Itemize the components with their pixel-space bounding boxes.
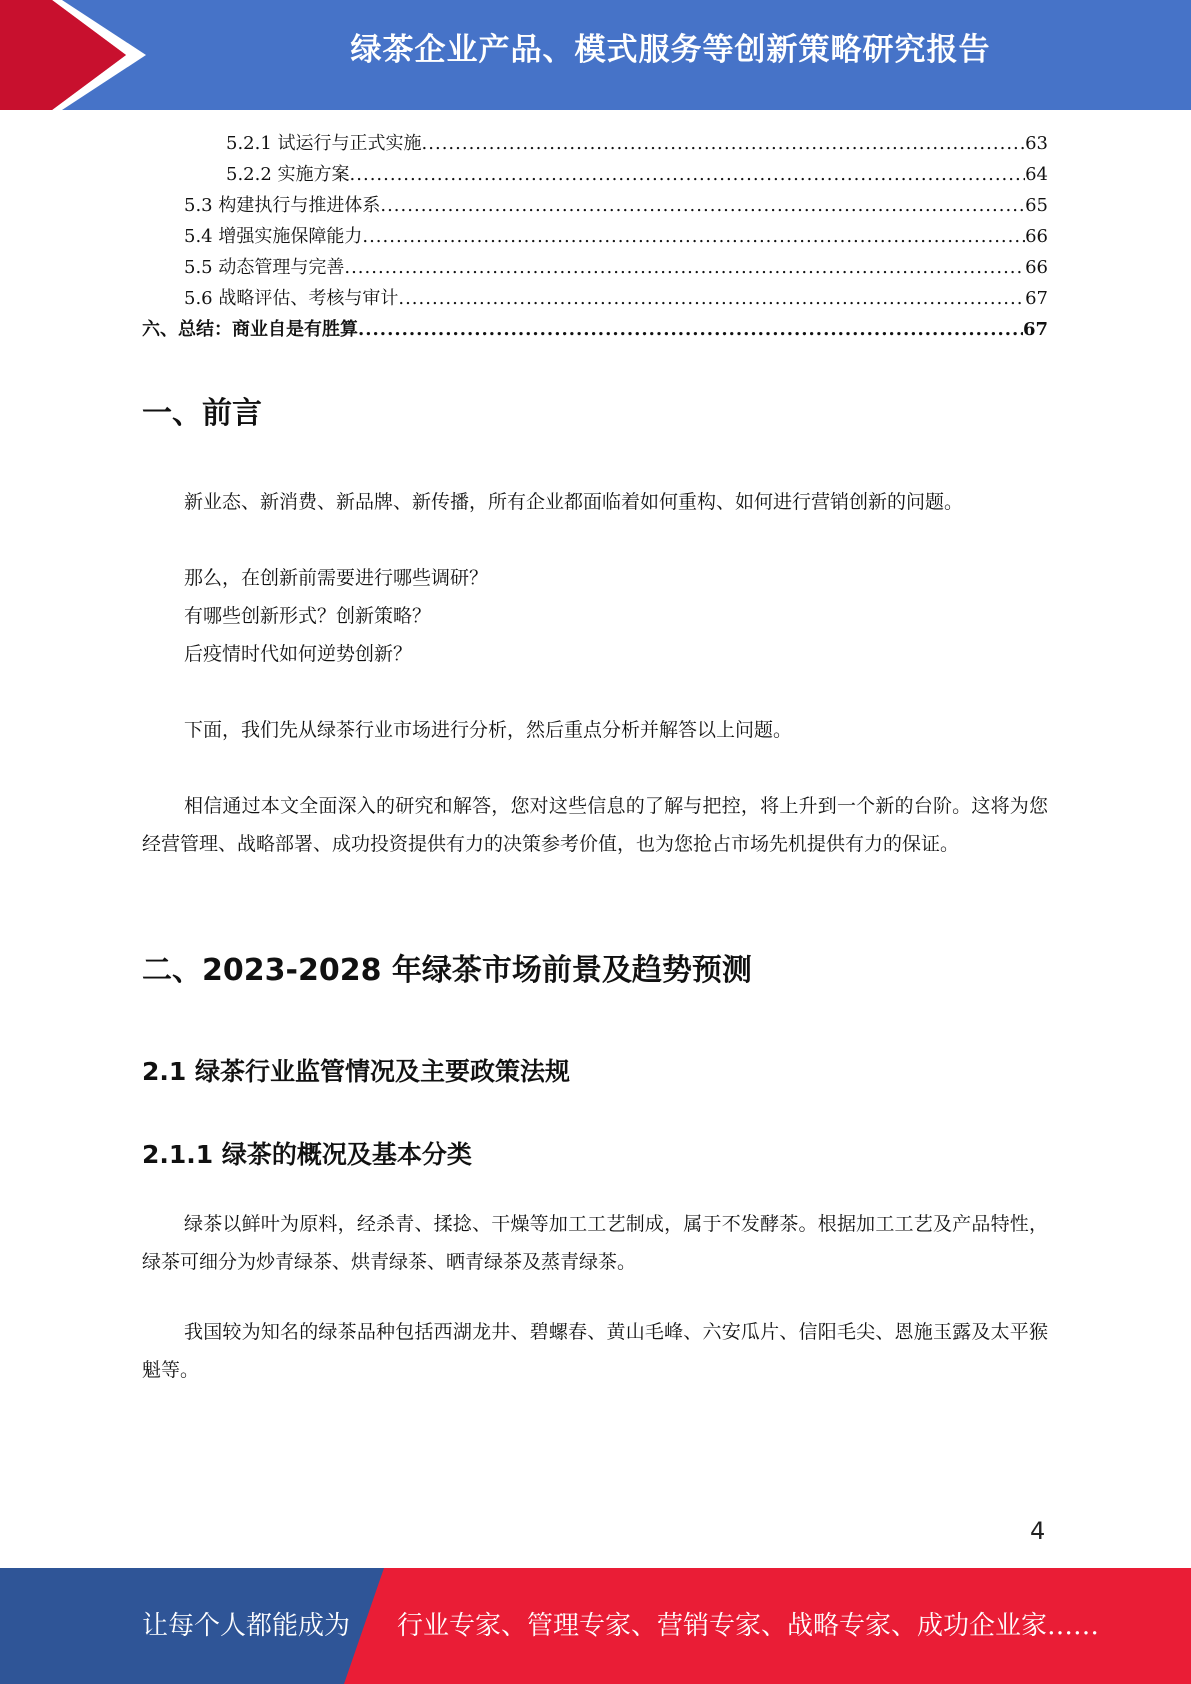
toc-entry-label: 5.2.2 实施方案 — [226, 164, 350, 185]
toc-entry[interactable] — [142, 283, 1048, 314]
toc-entry[interactable] — [142, 128, 1048, 159]
page-footer — [0, 1568, 1191, 1684]
toc-leader — [362, 221, 1025, 252]
paragraph: 我国较为知名的绿茶品种包括西湖龙井、碧螺春、黄山毛峰、六安瓜片、信阳毛尖、恩施玉露及太平猴魁等。 — [142, 1321, 1048, 1381]
toc-entry-label: 5.6 战略评估、考核与审计 — [184, 288, 399, 309]
toc-entry-label: 5.3 构建执行与推进体系 — [184, 195, 381, 216]
toc-entry-page: 64 — [1025, 164, 1048, 185]
toc-leader — [380, 190, 1025, 221]
table-of-contents — [142, 128, 1048, 345]
toc-leader — [422, 128, 1026, 159]
page-header — [0, 0, 1191, 110]
toc-entry-page: 67 — [1022, 319, 1048, 340]
question-line: 有哪些创新形式？创新策略？ — [184, 605, 432, 627]
footer-slogan-left: 让每个人都能成为 — [142, 1611, 351, 1641]
toc-entry-label: 5.5 动态管理与完善 — [184, 257, 345, 278]
section-heading-preface: 一、前言 — [142, 396, 262, 431]
toc-entry[interactable] — [142, 314, 1048, 345]
toc-leader — [398, 283, 1025, 314]
toc-entry-label: 5.4 增强实施保障能力 — [184, 226, 363, 247]
toc-entry-page: 67 — [1025, 288, 1048, 309]
paragraph: 新业态、新消费、新品牌、新传播，所有企业都面临着如何重构、如何进行营销创新的问题。 — [184, 491, 964, 513]
paragraph: 下面，我们先从绿茶行业市场进行分析，然后重点分析并解答以上问题。 — [184, 719, 793, 741]
paragraph: 绿茶以鲜叶为原料，经杀青、揉捻、干燥等加工工艺制成，属于不发酵茶。根据加工工艺及产品特性，绿茶可细分为炒青绿茶、烘青绿茶、晒青绿茶及蒸青绿茶。 — [142, 1213, 1048, 1273]
report-title: 绿茶企业产品、模式服务等创新策略研究报告 — [350, 32, 991, 68]
question-line: 后疫情时代如何逆势创新？ — [184, 643, 413, 665]
toc-leader — [350, 159, 1026, 190]
question-line: 那么，在创新前需要进行哪些调研？ — [184, 567, 489, 589]
toc-leader — [344, 252, 1025, 283]
section-heading-market-outlook: 二、2023-2028 年绿茶市场前景及趋势预测 — [142, 953, 752, 988]
toc-entry[interactable] — [142, 221, 1048, 252]
page-number: 4 — [1030, 1517, 1046, 1545]
paragraph: 相信通过本文全面深入的研究和解答，您对这些信息的了解与把控，将上升到一个新的台阶。这将为您经营管理、战略部署、成功投资提供有力的决策参考价值，也为您抢占市场先机提供有力的保证。 — [142, 795, 1048, 855]
toc-entry-page: 63 — [1025, 133, 1048, 154]
toc-entry-page: 65 — [1025, 195, 1048, 216]
header-chevron-icon — [0, 0, 160, 110]
toc-entry[interactable] — [142, 159, 1048, 190]
toc-entry[interactable] — [142, 252, 1048, 283]
toc-entry[interactable] — [142, 190, 1048, 221]
subsection-heading: 2.1 绿茶行业监管情况及主要政策法规 — [142, 1057, 570, 1086]
footer-slogan-right: 行业专家、管理专家、营销专家、战略专家、成功企业家…… — [397, 1611, 1100, 1641]
toc-entry-label: 5.2.1 试运行与正式实施 — [226, 133, 422, 154]
toc-entry-label: 六、总结：商业自是有胜算 — [142, 319, 358, 340]
toc-entry-page: 66 — [1025, 226, 1048, 247]
subsubsection-heading: 2.1.1 绿茶的概况及基本分类 — [142, 1140, 472, 1169]
toc-entry-page: 66 — [1025, 257, 1048, 278]
toc-leader — [358, 314, 1023, 345]
